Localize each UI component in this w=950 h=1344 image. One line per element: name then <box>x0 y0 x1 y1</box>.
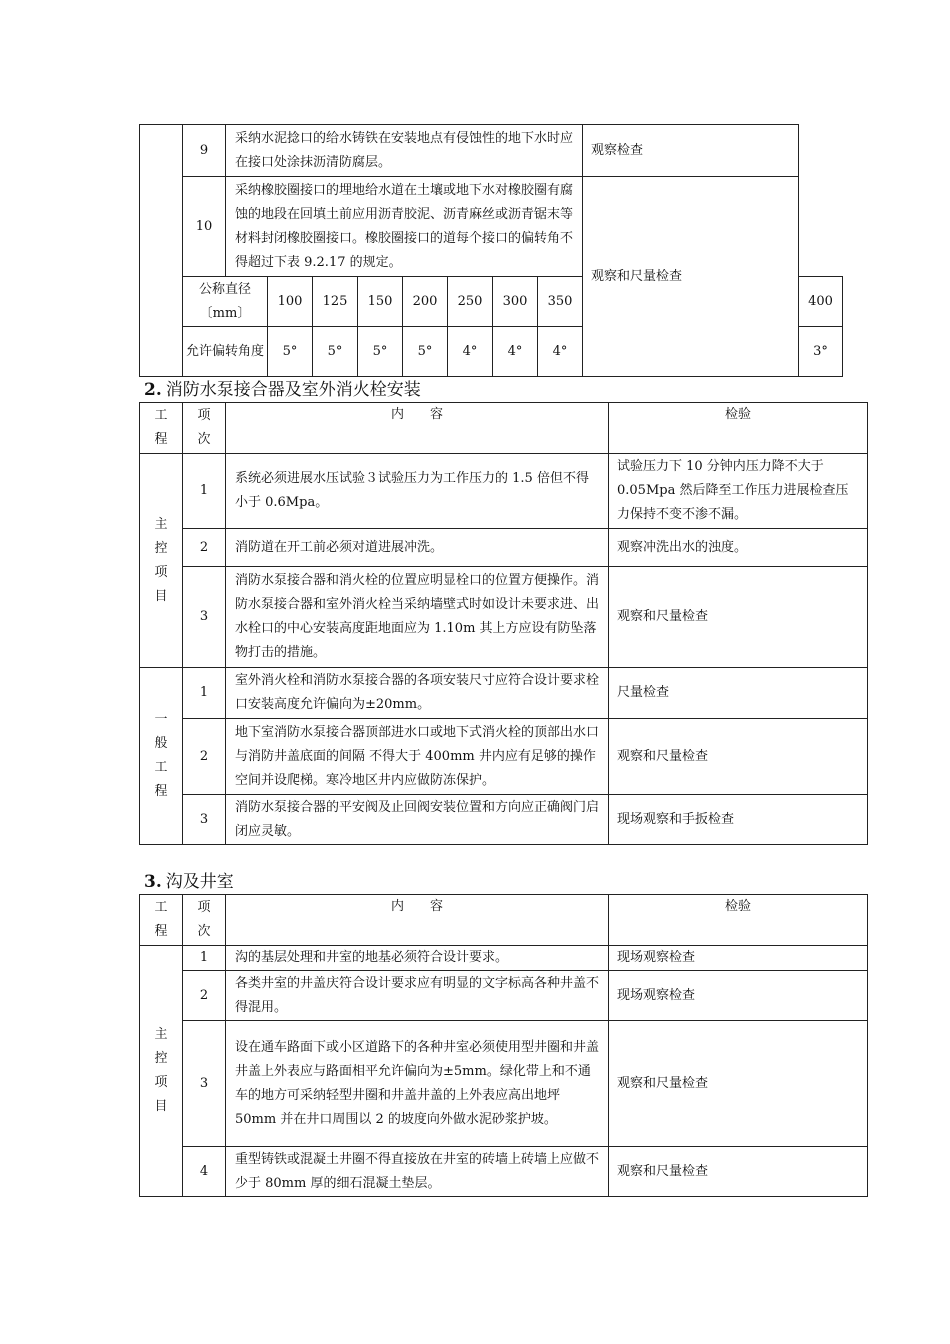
item-check: 观察和尺量检查 <box>609 1021 868 1147</box>
item-check: 观察和尺量检查 <box>583 177 799 377</box>
diameter-label: 公称直径〔mm〕 <box>183 277 268 327</box>
diameter-value: 350 <box>538 277 583 327</box>
section-heading <box>144 871 234 893</box>
item-number: 3 <box>183 567 226 668</box>
item-check: 试验压力下 10 分钟内压力降不大于 0.05Mpa 然后降至工作压力进展检查压力保持不变不渗不漏。 <box>609 454 868 529</box>
item-content: 消防道在开工前必须对道进展冲洗。 <box>226 529 609 567</box>
item-content: 采纳橡胶圈接口的埋地给水道在土壤或地下水对橡胶圈有腐蚀的地段在回填土前应用沥青胶泥、沥青麻丝或沥青锯末等材料封闭橡胶圈接口。橡胶圈接口的道每个接口的偏转角不得超过下表 9.2.17 的规定。 <box>226 177 583 277</box>
section-heading <box>144 379 421 401</box>
header-item: 项 次 <box>183 895 226 946</box>
header-project: 工 程 <box>140 895 183 946</box>
item-number: 2 <box>183 529 226 567</box>
item-check: 观察检查 <box>583 125 799 177</box>
angle-value: 4° <box>448 327 493 377</box>
header-content: 内 容 <box>226 403 609 454</box>
header-project: 工 程 <box>140 403 183 454</box>
item-number: 2 <box>183 719 226 795</box>
item-number: 2 <box>183 971 226 1021</box>
category-cell: 主 控 项 目 <box>140 946 183 1197</box>
category-cell <box>140 125 183 377</box>
item-number: 1 <box>183 946 226 971</box>
table-well <box>139 894 868 1197</box>
diameter-value: 150 <box>358 277 403 327</box>
header-check: 检验 <box>609 403 868 454</box>
item-number: 10 <box>183 177 226 277</box>
angle-value: 5° <box>268 327 313 377</box>
item-check: 观察和尺量检查 <box>609 567 868 668</box>
item-content: 系统必须进展水压试验３试验压力为工作压力的 1.5 倍但不得小于 0.6Mpa。 <box>226 454 609 529</box>
item-content: 各类井室的井盖庆符合设计要求应有明显的文字标高各种井盖不得混用。 <box>226 971 609 1021</box>
angle-value: 5° <box>403 327 448 377</box>
item-check: 观察和尺量检查 <box>609 1147 868 1197</box>
item-number: 1 <box>183 668 226 719</box>
header-item: 项 次 <box>183 403 226 454</box>
item-check: 观察和尺量检查 <box>609 719 868 795</box>
header-check: 检验 <box>609 895 868 946</box>
item-content: 消防水泵接合器和消火栓的位置应明显栓口的位置方便操作。消防水泵接合器和室外消火栓当采纳墙壁式时如设计未要求进、出水栓口的中心安装高度距地面应为 1.10m 其上方应设有防坠落物打击的措施。 <box>226 567 609 668</box>
diameter-value: 200 <box>403 277 448 327</box>
item-content: 室外消火栓和消防水泵接合器的各项安装尺寸应符合设计要求栓口安装高度允许偏向为±20mm。 <box>226 668 609 719</box>
item-content: 消防水泵接合器的平安阀及止回阀安装位置和方向应正确阀门启闭应灵敏。 <box>226 795 609 845</box>
item-content: 重型铸铁或混凝土井圈不得直接放在井室的砖墙上砖墙上应做不少于 80mm 厚的细石混凝土垫层。 <box>226 1147 609 1197</box>
item-content: 地下室消防水泵接合器顶部进水口或地下式消火栓的顶部出水口与消防井盖底面的间隔 不得大于 400mm 井内应有足够的操作空间并设爬梯。寒冷地区井内应做防冻保护。 <box>226 719 609 795</box>
item-check: 观察冲洗出水的浊度。 <box>609 529 868 567</box>
table-continuation <box>139 124 843 377</box>
item-content: 设在通车路面下或小区道路下的各种井室必须使用型井圈和井盖井盖上外表应与路面相平允许偏向为±5mm。绿化带上和不通车的地方可采纳轻型井圈和井盖井盖的上外表应高出地坪 50mm 并在井口周围以 2 的坡度向外做水泥砂浆护坡。 <box>226 1021 609 1147</box>
diameter-value: 100 <box>268 277 313 327</box>
angle-value: 4° <box>493 327 538 377</box>
section-title: 消防水泵接合器及室外消火栓安装 <box>165 380 421 400</box>
angle-value: 3° <box>799 327 843 377</box>
item-number: 4 <box>183 1147 226 1197</box>
angle-value: 5° <box>358 327 403 377</box>
section-title: 沟及井室 <box>165 872 234 892</box>
item-check: 现场观察检查 <box>609 971 868 1021</box>
item-check: 现场观察和手扳检查 <box>609 795 868 845</box>
diameter-value: 400 <box>799 277 843 327</box>
item-number: 3 <box>183 1021 226 1147</box>
angle-value: 4° <box>538 327 583 377</box>
diameter-value: 250 <box>448 277 493 327</box>
item-check: 尺量检查 <box>609 668 868 719</box>
item-number: 3 <box>183 795 226 845</box>
diameter-value: 125 <box>313 277 358 327</box>
item-number: 9 <box>183 125 226 177</box>
category-cell: 主 控 项 目 <box>140 454 183 668</box>
item-content: 沟的基层处理和井室的地基必须符合设计要求。 <box>226 946 609 971</box>
category-cell: 一 般 工 程 <box>140 668 183 845</box>
angle-label: 允许偏转角度 <box>183 327 268 377</box>
section-number: 3. <box>144 872 162 892</box>
diameter-value: 300 <box>493 277 538 327</box>
item-check: 现场观察检查 <box>609 946 868 971</box>
section-number: 2. <box>144 380 162 400</box>
item-content: 采纳水泥捻口的给水铸铁在安装地点有侵蚀性的地下水时应在接口处涂抹沥清防腐层。 <box>226 125 583 177</box>
item-number: 1 <box>183 454 226 529</box>
angle-value: 5° <box>313 327 358 377</box>
table-hydrant <box>139 402 868 845</box>
header-content: 内 容 <box>226 895 609 946</box>
